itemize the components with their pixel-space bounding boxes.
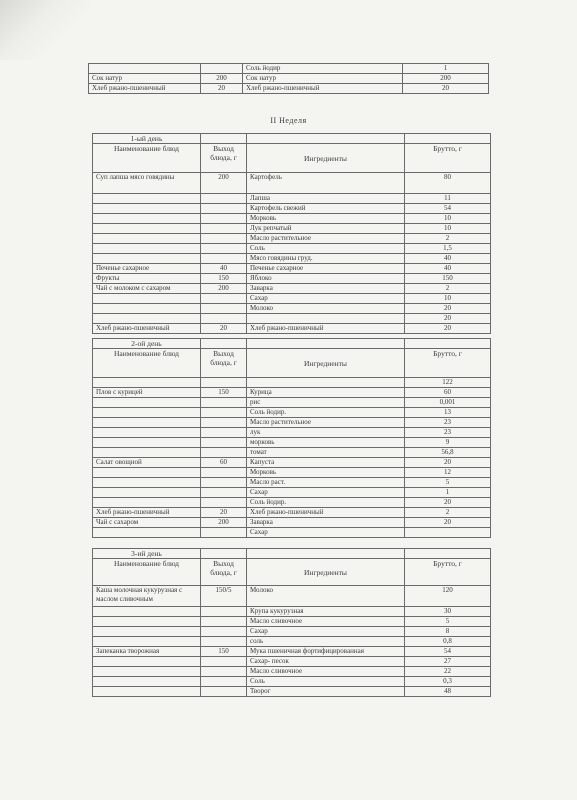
day3-table — [92, 548, 491, 697]
ingredient-cell: Сахар — [247, 488, 405, 498]
table-row — [93, 478, 491, 488]
dish-name-cell — [93, 667, 201, 677]
table-row — [93, 627, 491, 637]
table-row — [93, 528, 491, 538]
dish-name-cell — [93, 398, 201, 408]
table-row — [93, 468, 491, 478]
ingredient-cell: лук — [247, 428, 405, 438]
dish-name-cell — [93, 627, 201, 637]
brutto-cell: 1 — [405, 488, 491, 498]
ingredient-cell: Масло раст. — [247, 478, 405, 488]
ingredient-cell: Соль — [247, 244, 405, 254]
dish-name-cell: Суп лапша мясо говядины — [93, 173, 201, 194]
dish-name-cell — [89, 64, 201, 74]
ingredient-cell: Сок натур — [243, 74, 403, 84]
ingredient-cell: Соль йодир — [243, 64, 403, 74]
yield-cell — [201, 428, 247, 438]
day1-title-row — [93, 134, 491, 144]
brutto-cell: 23 — [405, 428, 491, 438]
week-title: II Неделя — [270, 116, 307, 125]
ingredient-cell — [247, 314, 405, 324]
brutto-cell: 10 — [405, 214, 491, 224]
brutto-cell: 56,8 — [405, 448, 491, 458]
ingredient-cell: Соль — [247, 677, 405, 687]
yield-cell: 20 — [201, 84, 243, 94]
brutto-cell: 54 — [405, 647, 491, 657]
yield-cell: 40 — [201, 264, 247, 274]
table-row — [93, 508, 491, 518]
day1-header-name: Наименование блюд — [93, 144, 201, 173]
ingredient-cell: Заварка — [247, 518, 405, 528]
dish-name-cell — [93, 528, 201, 538]
table-row — [93, 194, 491, 204]
day2-title: 2-ой день — [93, 339, 201, 349]
brutto-cell: 20 — [405, 458, 491, 468]
yield-cell: 200 — [201, 284, 247, 294]
dish-name-cell: Фрукты — [93, 274, 201, 284]
table-row — [93, 498, 491, 508]
brutto-cell: 20 — [405, 498, 491, 508]
brutto-cell: 20 — [403, 84, 489, 94]
day2-header-ingredients: Ингредиенты — [247, 349, 405, 378]
ingredient-cell: Морковь — [247, 468, 405, 478]
table-row — [93, 214, 491, 224]
brutto-cell: 2 — [405, 234, 491, 244]
brutto-cell: 120 — [405, 586, 491, 607]
brutto-cell: 40 — [405, 254, 491, 264]
table-row — [93, 687, 491, 697]
brutto-cell: 8 — [405, 627, 491, 637]
yield-cell — [201, 418, 247, 428]
brutto-cell: 40 — [405, 264, 491, 274]
table-row — [93, 617, 491, 627]
brutto-cell: 80 — [405, 173, 491, 194]
yield-cell: 60 — [201, 458, 247, 468]
yield-cell: 150 — [201, 388, 247, 398]
table-row — [93, 234, 491, 244]
dish-name-cell — [93, 244, 201, 254]
table-row — [93, 448, 491, 458]
dish-name-cell — [93, 468, 201, 478]
table-row — [93, 274, 491, 284]
day3-header-name: Наименование блюд — [93, 559, 201, 586]
brutto-cell: 20 — [405, 324, 491, 334]
table-row — [89, 74, 489, 84]
day1-table — [92, 133, 491, 334]
day1-header-ingredients: Ингредиенты — [247, 144, 405, 173]
brutto-cell: 0,001 — [405, 398, 491, 408]
yield-cell — [201, 378, 247, 388]
day1-header-yield: Выход блюда, г — [201, 144, 247, 173]
dish-name-cell — [93, 637, 201, 647]
yield-cell — [201, 408, 247, 418]
table-row — [93, 254, 491, 264]
ingredient-cell: Молоко — [247, 304, 405, 314]
brutto-cell: 20 — [405, 304, 491, 314]
dish-name-cell — [93, 438, 201, 448]
yield-cell: 200 — [201, 173, 247, 194]
yield-cell — [201, 254, 247, 264]
ingredient-cell: Крупа кукурузная — [247, 607, 405, 617]
brutto-cell: 1,5 — [405, 244, 491, 254]
ingredient-cell: соль — [247, 637, 405, 647]
ingredient-cell: Молоко — [247, 586, 405, 607]
ingredient-cell: Хлеб ржано-пшеничный — [247, 324, 405, 334]
brutto-cell: 0,3 — [405, 677, 491, 687]
yield-cell — [201, 448, 247, 458]
brutto-cell: 27 — [405, 657, 491, 667]
yield-cell — [201, 488, 247, 498]
dish-name-cell — [93, 657, 201, 667]
brutto-cell: 60 — [405, 388, 491, 398]
table-row — [93, 418, 491, 428]
ingredient-cell: Соль йодир. — [247, 408, 405, 418]
table-row — [93, 458, 491, 468]
dish-name-cell — [93, 234, 201, 244]
yield-cell — [201, 234, 247, 244]
yield-cell — [201, 617, 247, 627]
ingredient-cell: Сахар- песок — [247, 657, 405, 667]
day1-title: 1-ый день — [93, 134, 201, 144]
table-row — [93, 637, 491, 647]
day3-header-yield: Выход блюда, г — [201, 559, 247, 586]
brutto-cell: 2 — [405, 284, 491, 294]
ingredient-cell: Картофель свежий — [247, 204, 405, 214]
dish-name-cell — [93, 617, 201, 627]
ingredient-cell: Сахар — [247, 528, 405, 538]
yield-cell — [201, 398, 247, 408]
yield-cell — [201, 214, 247, 224]
ingredient-cell: Масло растительное — [247, 234, 405, 244]
ingredient-cell: Курица — [247, 388, 405, 398]
day2-title-row — [93, 339, 491, 349]
brutto-cell: 11 — [405, 194, 491, 204]
brutto-cell: 23 — [405, 418, 491, 428]
yield-cell: 20 — [201, 508, 247, 518]
yield-cell — [201, 438, 247, 448]
dish-name-cell — [93, 498, 201, 508]
dish-name-cell — [93, 294, 201, 304]
dish-name-cell: Салат овощной — [93, 458, 201, 468]
dish-name-cell: Печенье сахарное — [93, 264, 201, 274]
yield-cell — [201, 204, 247, 214]
yield-cell — [201, 244, 247, 254]
dish-name-cell: Плов с курицей — [93, 388, 201, 398]
top-table — [88, 63, 489, 94]
ingredient-cell: Печенье сахарное — [247, 264, 405, 274]
dish-name-cell — [93, 204, 201, 214]
dish-name-cell — [93, 378, 201, 388]
table-row — [93, 378, 491, 388]
ingredient-cell: Морковь — [247, 214, 405, 224]
table-row — [93, 324, 491, 334]
dish-name-cell — [93, 304, 201, 314]
ingredient-cell: Лук репчатый — [247, 224, 405, 234]
dish-name-cell — [93, 254, 201, 264]
day3-header-brutto: Брутто, г — [405, 559, 491, 586]
brutto-cell: 20 — [405, 518, 491, 528]
ingredient-cell: Соль йодир. — [247, 498, 405, 508]
table-row — [93, 314, 491, 324]
brutto-cell: 122 — [405, 378, 491, 388]
dish-name-cell — [93, 687, 201, 697]
table-row — [93, 388, 491, 398]
brutto-cell: 10 — [405, 294, 491, 304]
brutto-cell: 150 — [405, 274, 491, 284]
dish-name-cell: Чай с молоком с сахаром — [93, 284, 201, 294]
table-row — [93, 657, 491, 667]
ingredient-cell: Сахар — [247, 627, 405, 637]
yield-cell — [201, 637, 247, 647]
brutto-cell: 9 — [405, 438, 491, 448]
brutto-cell: 20 — [405, 314, 491, 324]
ingredient-cell: Хлеб ржано-пшеничный — [243, 84, 403, 94]
dish-name-cell: Хлеб ржано-пшеничный — [93, 324, 201, 334]
yield-cell: 200 — [201, 74, 243, 84]
dish-name-cell — [93, 314, 201, 324]
brutto-cell: 5 — [405, 617, 491, 627]
brutto-cell: 22 — [405, 667, 491, 677]
day3-title: 3-ий день — [93, 549, 201, 559]
ingredient-cell: Картофель — [247, 173, 405, 194]
day3-header-row — [93, 559, 491, 586]
table-row — [89, 64, 489, 74]
yield-cell — [201, 677, 247, 687]
table-row — [93, 518, 491, 528]
yield-cell — [201, 687, 247, 697]
yield-cell — [201, 667, 247, 677]
yield-cell — [201, 64, 243, 74]
table-row — [93, 264, 491, 274]
ingredient-cell: Капуста — [247, 458, 405, 468]
page-fold-shadow — [0, 0, 90, 60]
table-row — [93, 294, 491, 304]
yield-cell — [201, 314, 247, 324]
ingredient-cell: Творог — [247, 687, 405, 697]
yield-cell — [201, 607, 247, 617]
yield-cell — [201, 224, 247, 234]
table-row — [89, 84, 489, 94]
ingredient-cell: Заварка — [247, 284, 405, 294]
dish-name-cell: Каша молочная кукурузная с маслом сливочным — [93, 586, 201, 607]
yield-cell — [201, 528, 247, 538]
brutto-cell: 12 — [405, 468, 491, 478]
yield-cell: 20 — [201, 324, 247, 334]
brutto-cell: 1 — [403, 64, 489, 74]
brutto-cell: 10 — [405, 224, 491, 234]
dish-name-cell — [93, 607, 201, 617]
table-row — [93, 667, 491, 677]
table-row — [93, 438, 491, 448]
day3-header-ingredients: Ингредиенты — [247, 559, 405, 586]
dish-name-cell — [93, 194, 201, 204]
day2-table — [92, 338, 491, 538]
day3-title-row — [93, 549, 491, 559]
yield-cell: 150 — [201, 274, 247, 284]
dish-name-cell — [93, 488, 201, 498]
ingredient-cell: Мясо говядины груд. — [247, 254, 405, 264]
brutto-cell: 48 — [405, 687, 491, 697]
day1-header-row — [93, 144, 491, 173]
ingredient-cell: Хлеб ржано-пшеничный — [247, 508, 405, 518]
yield-cell — [201, 498, 247, 508]
ingredient-cell: морковь — [247, 438, 405, 448]
table-row — [93, 304, 491, 314]
ingredient-cell — [247, 378, 405, 388]
day2-header-brutto: Брутто, г — [405, 349, 491, 378]
yield-cell — [201, 478, 247, 488]
dish-name-cell: Хлеб ржано-пшеничный — [89, 84, 201, 94]
table-row — [93, 224, 491, 234]
brutto-cell: 13 — [405, 408, 491, 418]
ingredient-cell: Масло сливочное — [247, 667, 405, 677]
table-row — [93, 607, 491, 617]
yield-cell — [201, 294, 247, 304]
table-row — [93, 398, 491, 408]
table-row — [93, 173, 491, 194]
yield-cell — [201, 657, 247, 667]
dish-name-cell — [93, 418, 201, 428]
table-row — [93, 428, 491, 438]
dish-name-cell — [93, 408, 201, 418]
ingredient-cell: Лапша — [247, 194, 405, 204]
yield-cell — [201, 627, 247, 637]
table-row — [93, 586, 491, 607]
table-row — [93, 408, 491, 418]
yield-cell — [201, 194, 247, 204]
ingredient-cell: Сахар — [247, 294, 405, 304]
dish-name-cell — [93, 428, 201, 438]
table-row — [93, 204, 491, 214]
day2-header-name: Наименование блюд — [93, 349, 201, 378]
dish-name-cell — [93, 448, 201, 458]
dish-name-cell: Запеканка творожная — [93, 647, 201, 657]
table-row — [93, 284, 491, 294]
dish-name-cell — [93, 677, 201, 687]
yield-cell: 150/5 — [201, 586, 247, 607]
dish-name-cell — [93, 214, 201, 224]
yield-cell — [201, 304, 247, 314]
brutto-cell: 54 — [405, 204, 491, 214]
table-row — [93, 244, 491, 254]
brutto-cell: 200 — [403, 74, 489, 84]
brutto-cell: 2 — [405, 508, 491, 518]
ingredient-cell: Мука пшеничная фортифицированная — [247, 647, 405, 657]
day2-header-row — [93, 349, 491, 378]
table-row — [93, 647, 491, 657]
dish-name-cell: Хлеб ржано-пшеничный — [93, 508, 201, 518]
ingredient-cell: томат — [247, 448, 405, 458]
ingredient-cell: Масло сливочное — [247, 617, 405, 627]
dish-name-cell — [93, 224, 201, 234]
yield-cell: 200 — [201, 518, 247, 528]
brutto-cell — [405, 528, 491, 538]
table-row — [93, 488, 491, 498]
dish-name-cell: Чай с сахаром — [93, 518, 201, 528]
brutto-cell: 30 — [405, 607, 491, 617]
yield-cell — [201, 468, 247, 478]
day1-header-brutto: Брутто, г — [405, 144, 491, 173]
dish-name-cell — [93, 478, 201, 488]
ingredient-cell: рис — [247, 398, 405, 408]
ingredient-cell: Яблоко — [247, 274, 405, 284]
yield-cell: 150 — [201, 647, 247, 657]
day2-header-yield: Выход блюда, г — [201, 349, 247, 378]
ingredient-cell: Масло растительное — [247, 418, 405, 428]
table-row — [93, 677, 491, 687]
dish-name-cell: Сок натур — [89, 74, 201, 84]
brutto-cell: 0,8 — [405, 637, 491, 647]
brutto-cell: 5 — [405, 478, 491, 488]
